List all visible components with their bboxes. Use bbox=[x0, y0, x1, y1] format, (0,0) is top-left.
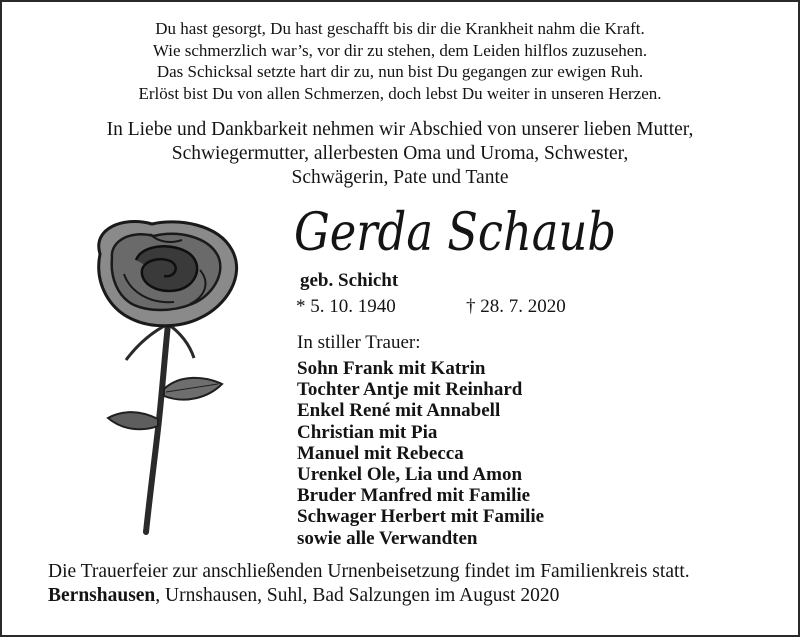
mourners-list bbox=[297, 358, 544, 549]
place-main: Bernshausen bbox=[48, 585, 156, 606]
rose-icon bbox=[40, 214, 280, 534]
death-date: † 28. 7. 2020 bbox=[466, 296, 566, 317]
intro-line: In Liebe und Dankbarkeit nehmen wir Abschied von unserer lieben Mutter, bbox=[106, 119, 694, 140]
service-info: Die Trauerfeier zur anschließenden Urnenbeisetzung findet im Familienkreis statt. bbox=[48, 561, 690, 582]
deceased-name-text: Gerda Schaub bbox=[294, 203, 616, 263]
poem-line: Das Schicksal setzte hart dir zu, nun bist Du gegangen zur ewigen Ruh. bbox=[156, 62, 644, 81]
list-item: Bruder Manfred mit Familie bbox=[297, 485, 531, 507]
list-item: Urenkel Ole, Lia und Amon bbox=[297, 464, 523, 486]
list-item: Sohn Frank mit Katrin bbox=[297, 358, 486, 379]
list-item: Tochter Antje mit Reinhard bbox=[297, 379, 523, 401]
list-item: Enkel René mit Annabell bbox=[297, 400, 501, 422]
poem-line: Wie schmerzlich war’s, vor dir zu stehen, dem Leiden hilflos zuzusehen. bbox=[152, 40, 648, 60]
list-item: Schwager Herbert mit Familie bbox=[297, 506, 545, 528]
poem-line: Erlöst bist Du von allen Schmerzen, doch lebst Du weiter in unseren Herzen. bbox=[138, 83, 662, 103]
maiden-name: geb. Schicht bbox=[300, 270, 399, 291]
list-item: Manuel mit Rebecca bbox=[297, 442, 464, 464]
poem bbox=[0, 18, 800, 104]
deceased-name bbox=[292, 198, 622, 266]
list-item: sowie alle Verwandten bbox=[297, 527, 478, 549]
list-item: Christian mit Pia bbox=[297, 421, 438, 443]
poem-line: Du hast gesorgt, Du hast geschafft bis dir die Krankheit nahm die Kraft. bbox=[155, 19, 645, 38]
intro-text bbox=[0, 118, 800, 190]
place-date-line bbox=[48, 585, 559, 607]
intro-line: Schwägerin, Pate und Tante bbox=[291, 167, 509, 188]
intro-line: Schwiegermutter, allerbesten Oma und Uroma, Schwester, bbox=[171, 143, 629, 164]
place-rest: , Urnshausen, Suhl, Bad Salzungen im August 2020 bbox=[155, 585, 560, 606]
mourning-label: In stiller Trauer: bbox=[297, 332, 421, 353]
birth-date: * 5. 10. 1940 bbox=[296, 296, 396, 317]
